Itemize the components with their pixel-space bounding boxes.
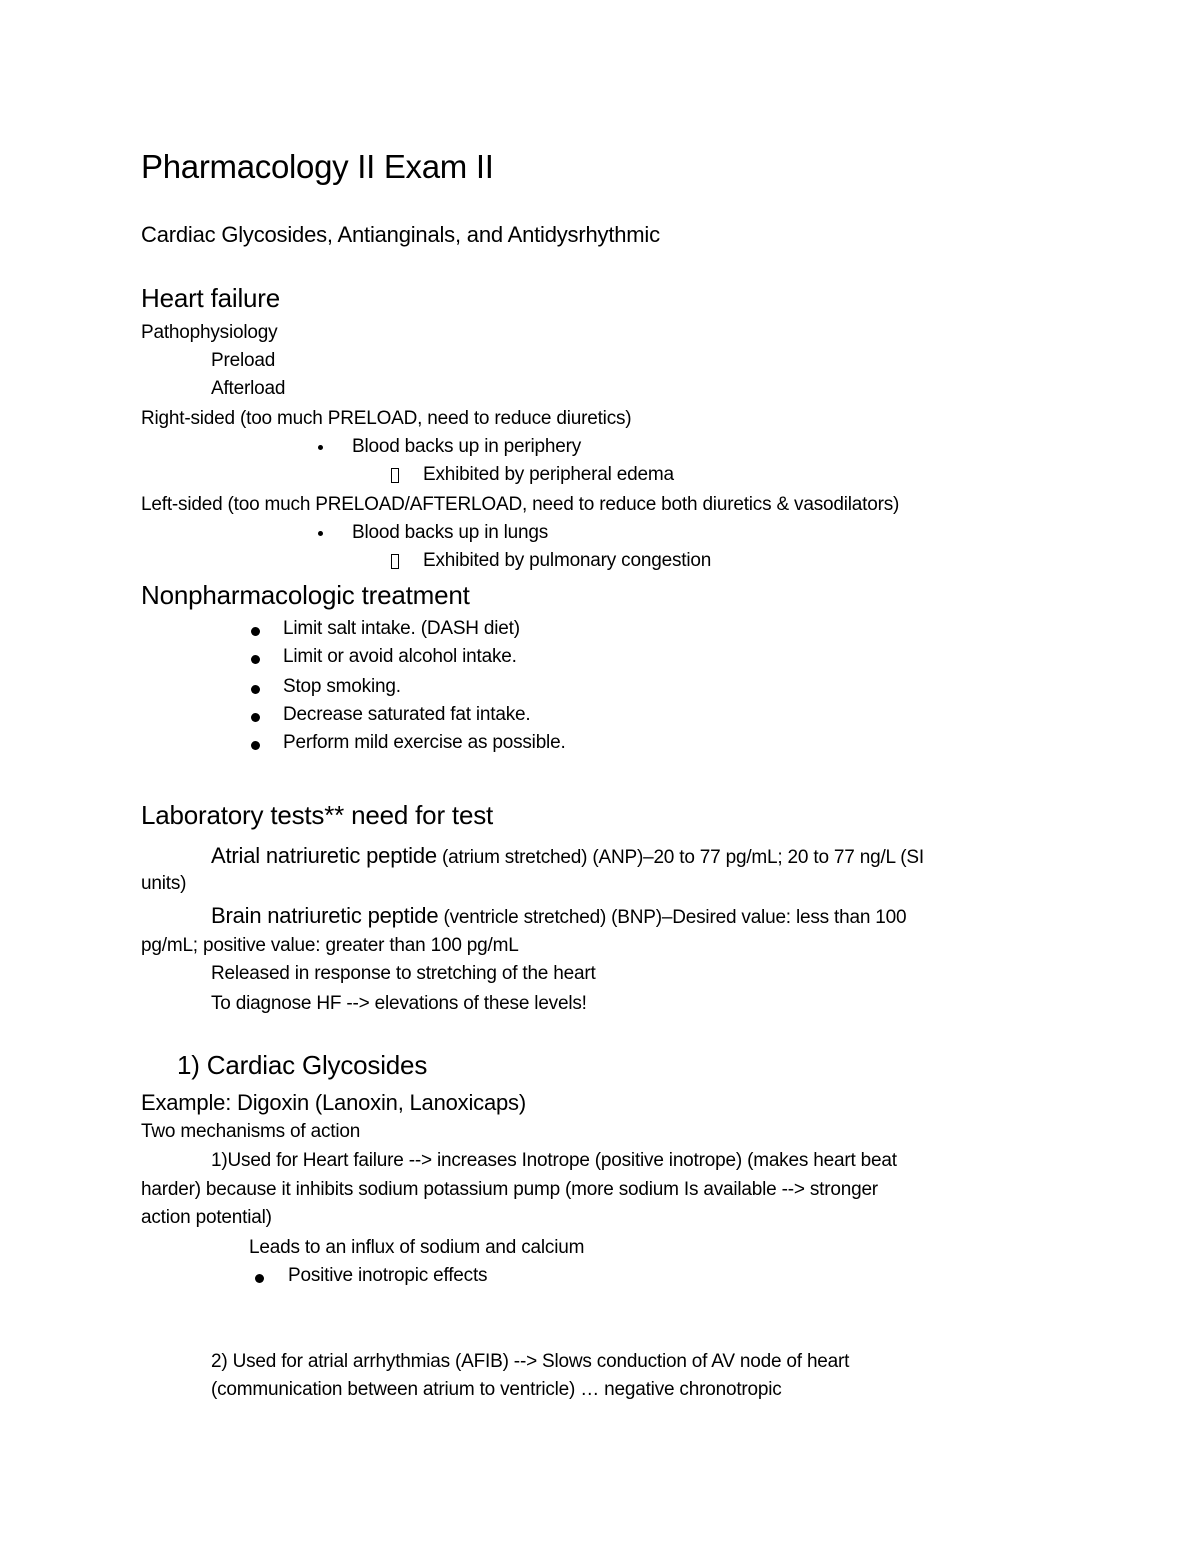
mechanism-1-line-2: harder) because it inhibits sodium potassium pump (more sodium Is available --> stronger xyxy=(141,1179,878,1200)
diagnose-line: To diagnose HF --> elevations of these levels! xyxy=(211,993,587,1014)
glycosides-heading: 1) Cardiac Glycosides xyxy=(177,1050,428,1080)
document-title: Pharmacology II Exam II xyxy=(141,148,494,185)
missing-glyph-box-icon xyxy=(391,554,399,569)
lab-heading: Laboratory tests** need for test xyxy=(141,800,494,830)
right-sided-bullet: Blood backs up in periphery xyxy=(352,436,582,457)
pathophysiology-label: Pathophysiology xyxy=(141,322,278,343)
preload-label: Preload xyxy=(211,350,276,371)
anp-name: Atrial natriuretic peptide xyxy=(211,843,437,868)
afterload-label: Afterload xyxy=(211,378,286,399)
mechanisms-line: Two mechanisms of action xyxy=(141,1121,361,1142)
example-line: Example: Digoxin (Lanoxin, Lanoxicaps) xyxy=(141,1090,526,1115)
right-sided-line: Right-sided (too much PRELOAD, need to reduce diuretics) xyxy=(141,408,632,429)
nonpharm-heading: Nonpharmacologic treatment xyxy=(141,580,470,610)
nonpharm-item: Limit or avoid alcohol intake. xyxy=(283,646,517,667)
bullet-dot-icon xyxy=(251,685,260,694)
bnp-name: Brain natriuretic peptide xyxy=(211,903,439,928)
left-sided-bullet: Blood backs up in lungs xyxy=(352,522,549,543)
left-sided-line: Left-sided (too much PRELOAD/AFTERLOAD, need to reduce both diuretics & vasodilators) xyxy=(141,494,900,515)
bullet-dot-icon xyxy=(251,741,260,750)
mechanism-2-line-1: 2) Used for atrial arrhythmias (AFIB) --> Slows conduction of AV node of heart xyxy=(211,1351,850,1372)
nonpharm-item: Perform mild exercise as possible. xyxy=(283,732,566,753)
released-line: Released in response to stretching of the heart xyxy=(211,963,596,984)
nonpharm-item: Decrease saturated fat intake. xyxy=(283,704,531,725)
positive-inotropic-line: Positive inotropic effects xyxy=(288,1265,488,1286)
mechanism-1-line-1: 1)Used for Heart failure --> increases Inotrope (positive inotrope) (makes heart beat xyxy=(211,1150,897,1171)
bullet-dot-icon xyxy=(251,713,260,722)
bnp-text: (ventricle stretched) (BNP)–Desired value: less than 100 xyxy=(438,907,907,928)
heart-failure-heading: Heart failure xyxy=(141,283,281,313)
mechanism-1-line-3: action potential) xyxy=(141,1207,272,1228)
nonpharm-item: Limit salt intake. (DASH diet) xyxy=(283,618,520,639)
anp-cont: units) xyxy=(141,873,187,894)
missing-glyph-box-icon xyxy=(391,468,399,483)
right-sided-sub: Exhibited by peripheral edema xyxy=(423,464,674,485)
bullet-dot-icon xyxy=(255,1274,264,1283)
influx-line: Leads to an influx of sodium and calcium xyxy=(249,1237,585,1258)
document-subtitle: Cardiac Glycosides, Antianginals, and Antidysrhythmic xyxy=(141,222,660,247)
left-sided-sub: Exhibited by pulmonary congestion xyxy=(423,550,712,571)
bullet-dot-icon xyxy=(251,655,260,664)
bullet-dot-icon xyxy=(318,445,323,450)
anp-text: (atrium stretched) (ANP)–20 to 77 pg/mL; 20 to 77 ng/L (SI xyxy=(436,847,924,868)
anp-line xyxy=(211,843,924,869)
bullet-dot-icon xyxy=(318,531,323,536)
bnp-cont: pg/mL; positive value: greater than 100 pg/mL xyxy=(141,935,519,956)
bnp-line xyxy=(211,903,906,929)
mechanism-2-line-2: (communication between atrium to ventricle) … negative chronotropic xyxy=(211,1379,782,1400)
nonpharm-item: Stop smoking. xyxy=(283,676,401,697)
bullet-dot-icon xyxy=(251,627,260,636)
